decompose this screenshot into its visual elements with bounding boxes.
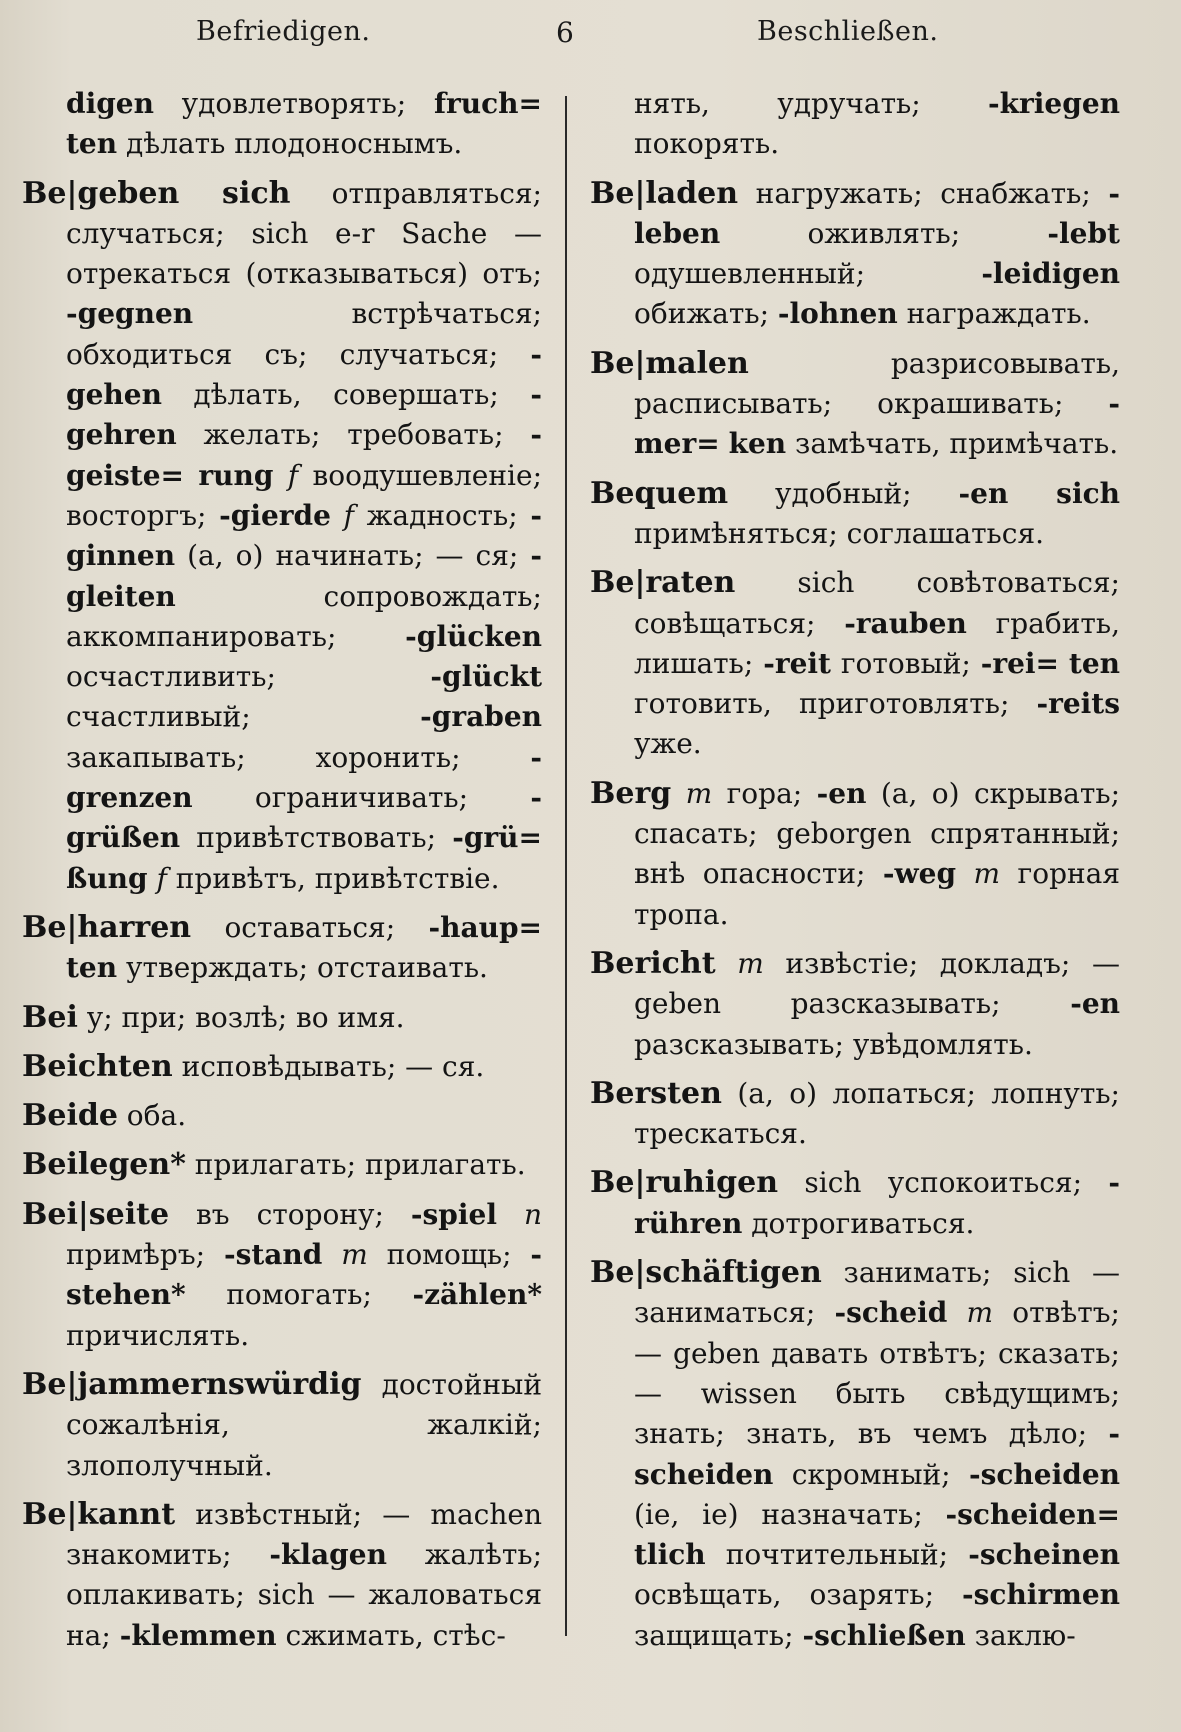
dictionary-entry [22,1145,542,1185]
russian-translation: помощь; [367,1238,531,1272]
entry-headword: Be|raten [590,565,736,601]
dictionary-entry [590,344,1120,465]
entry-headword: Bei|seite [22,1196,170,1232]
russian-translation: награждать. [897,297,1091,331]
german-subentry: fruch= [433,87,542,120]
russian-translation: оставаться; [191,910,429,944]
german-subentry: -stehen* [66,1238,543,1312]
german-subentry: -scheid [834,1296,948,1330]
entry-headword: Beichten [22,1048,173,1084]
dictionary-entry [22,1096,542,1136]
german-subentry: tlich [634,1538,706,1572]
german-subentry: -haup= [428,910,542,944]
german-subentry: -scheinen [968,1538,1120,1572]
german-subentry: -klagen [269,1538,387,1572]
russian-translation [956,857,973,890]
german-subentry: -lebt [1047,216,1120,250]
entry-headword: Be|malen [590,345,749,381]
german-subentry: -rei= [980,646,1060,680]
russian-translation: разрисовывать, расписывать; окрашивать; [634,346,1120,421]
russian-translation: занимать; sich — заниматься; [634,1256,1120,1330]
russian-translation: привѣтствовать; [180,821,453,855]
russian-translation: нагружать; снабжать; [738,176,1109,210]
dictionary-entry [590,944,1120,1065]
russian-translation: въ сторону; [169,1197,411,1231]
header-right-guideword: Beschließen. [757,16,939,47]
russian-translation: жалѣть; оплакивать; sich — жаловаться на; [66,1538,542,1652]
german-subentry: -schirmen [962,1578,1120,1612]
russian-translation: обижать; [634,297,778,331]
russian-translation [947,1296,966,1329]
dictionary-entry [590,1163,1120,1244]
entry-headword: Bequem [590,475,729,511]
russian-translation: освѣщать, озарять; [634,1578,963,1612]
grammatical-gender-marker: m [973,857,1001,891]
dictionary-entry [590,174,1120,335]
russian-translation [671,777,685,810]
russian-translation [1059,647,1069,680]
entry-headword: Berg [590,775,672,811]
german-subentry: -grüßen [66,781,542,855]
russian-translation: желать; требовать; [176,418,531,452]
dictionary-entry [22,174,542,899]
russian-translation: встрѣчаться; обходиться съ; случаться; [66,297,542,371]
entry-headword: Be|harren [22,909,192,945]
russian-translation: почтительный; [705,1538,969,1572]
entry-headword: Beide [22,1098,118,1134]
german-subentry: ten [66,951,118,985]
russian-translation [720,427,729,460]
russian-translation: защищать; [634,1618,803,1652]
entry-headword: Be|geben sich [22,175,291,211]
entry-headword: Be|laden [590,175,739,211]
grammatical-gender-marker: m [737,946,764,980]
german-subentry: -scheiden [634,1417,1120,1491]
column-divider [565,96,567,1636]
german-subentry: -leidigen [981,257,1120,291]
russian-translation: гора; [712,776,817,810]
german-subentry: -weg [882,857,957,891]
russian-translation: причислять. [66,1318,250,1352]
german-subentry: -reit [763,646,831,680]
entry-headword: Be|schäftigen [590,1255,822,1291]
russian-translation: привѣтъ, привѣтствiе. [166,861,500,895]
german-subentry: -scheiden [969,1457,1120,1491]
german-subentry: -rühren [634,1166,1120,1240]
russian-translation: горная тропа. [634,857,1121,931]
german-subentry: -stand [223,1238,323,1272]
russian-translation: примѣръ; [66,1238,224,1272]
russian-translation: закапывать; хоронить; [66,740,531,774]
german-subentry: -grenzen [66,740,542,815]
entry-headword: Bersten [590,1075,722,1111]
entry-headword: Be|ruhigen [590,1165,779,1201]
russian-translation: дотрогиваться. [742,1206,975,1240]
dictionary-entry [590,1253,1120,1656]
russian-translation: извѣстный; — machen знакомить; [66,1497,542,1572]
russian-translation: замѣчать, примѣчать. [786,427,1119,461]
dictionary-entry [590,84,1120,165]
german-subentry: -grü= [452,821,542,855]
german-subentry: -leben [634,176,1120,250]
german-subentry: -schließen [802,1618,966,1652]
german-subentry: -klemmen [119,1618,277,1652]
dictionary-entry [22,998,542,1038]
entry-headword: Bei [22,999,78,1035]
dictionary-entry [590,563,1120,764]
russian-translation: готовить, приготовлять; [634,687,1037,721]
german-subentry: ken [728,427,787,461]
russian-translation: одушевленный; [634,257,982,291]
russian-translation [184,459,198,492]
russian-translation: уже. [634,727,702,761]
russian-translation: скромный; [773,1457,969,1491]
russian-translation [497,1198,524,1231]
russian-translation: нять, удручать; [634,87,989,120]
russian-translation: разсказывать; увѣдомлять. [634,1027,1033,1061]
russian-translation: грабить, лишать; [634,606,1121,680]
german-subentry: -en sich [958,476,1120,510]
russian-translation: отправляться; случаться; sich e-r Sache — отрекаться (отказываться) отъ; [66,176,542,291]
russian-translation: отвѣтъ; — geben давать отвѣтъ; сказать; — wissen быть свѣдущимъ; знать; знать, въ чемъ дѣло; [634,1296,1120,1451]
russian-translation: счастливый; [66,700,421,734]
russian-translation: оживлять; [720,216,1048,250]
russian-translation: удобный; [728,476,959,510]
russian-translation: достойный сожалѣнiя, жалкiй; злополучный. [66,1367,542,1482]
dictionary-entry [590,474,1120,555]
grammatical-gender-marker: f [287,458,299,492]
russian-translation: дѣлать, совершать; [161,378,531,412]
russian-translation: у; при; возлѣ; во имя. [77,1000,405,1034]
dictionary-entry [22,1495,542,1656]
russian-translation: извѣстiе; докладъ; — geben разсказывать; [634,946,1120,1021]
german-subentry: -gleiten [66,539,542,613]
page-number: 6 [556,16,574,49]
header-left-guideword: Befriedigen. [196,16,371,47]
german-subentry: -zählen* [412,1278,542,1312]
running-header [0,8,1181,48]
russian-translation: sich успокоиться; [778,1166,1109,1200]
entry-headword: Be|kannt [22,1496,176,1532]
german-subentry: -rauben [844,606,967,640]
german-subentry: -scheiden= [945,1497,1120,1531]
russian-translation: заклю- [965,1618,1076,1652]
german-subentry: -reits [1036,687,1120,721]
dictionary-entry [590,774,1120,935]
german-subentry: -glückt [430,660,542,694]
russian-translation: (ie, ie) назначать; [634,1497,946,1531]
dictionary-entry [22,1047,542,1087]
german-subentry: -en [1070,987,1120,1021]
german-subentry: -mer= [634,387,1120,461]
entry-headword: Beilegen* [22,1147,186,1183]
russian-translation: сопровождать; аккомпанировать; [66,579,542,653]
german-subentry: -en [816,776,867,810]
german-subentry: -gierde [219,498,331,532]
grammatical-gender-marker: f [156,861,167,895]
german-subentry: -graben [420,700,542,734]
german-subentry: -lohnen [777,297,898,331]
german-subentry: -ginnen [66,498,542,573]
german-subentry: ten [66,127,118,161]
german-subentry: -geiste= [66,418,542,492]
russian-translation: готовый; [830,646,981,680]
german-subentry: digen [66,87,154,120]
russian-translation: (a, o) начинать; — ся; [175,539,531,573]
german-subentry: ten [1068,646,1120,680]
russian-translation: sich совѣтоваться; совѣщаться; [634,566,1120,640]
russian-translation [716,947,738,980]
russian-translation: осчастливить; [66,660,431,694]
grammatical-gender-marker: m [685,776,713,810]
russian-translation: помогать; [185,1278,413,1312]
grammatical-gender-marker: m [341,1238,368,1272]
grammatical-gender-marker: m [966,1296,994,1330]
dictionary-entry [22,1365,542,1486]
russian-translation: оба. [117,1099,187,1133]
german-subentry: ßung [66,861,148,895]
russian-translation: прилагать; прилагать. [185,1148,526,1182]
german-subentry: -gehren [66,378,542,452]
german-subentry: -spiel [410,1197,497,1231]
russian-translation: (a, o) скрывать; спасать; geborgen спрятанный; внѣ опасности; [634,776,1120,891]
dictionary-entry [22,84,542,165]
dictionary-entry [22,1195,542,1356]
russian-translation: (a, o) лопаться; лопнуть; трескаться. [634,1076,1120,1151]
russian-translation: покорять. [634,127,780,161]
german-subentry: -kriegen [988,87,1120,120]
russian-translation: дѣлать плодоноснымъ. [117,127,463,161]
entry-headword: Bericht [590,945,716,981]
russian-translation: исповѣдывать; — ся. [172,1049,485,1083]
entry-headword: Be|jammernswürdig [22,1366,362,1402]
russian-translation: жадность; [353,498,531,532]
grammatical-gender-marker: f [343,498,354,532]
german-subentry: -gehen [66,337,542,412]
russian-translation: ограничивать; [192,781,531,815]
russian-translation: удовлетворять; [153,87,434,120]
russian-translation: примѣняться; соглашаться. [634,516,1045,550]
left-column [22,84,542,1665]
russian-translation: сжимать, стѣс- [276,1618,506,1652]
german-subentry: -gegnen [66,297,194,331]
russian-translation: воодушевленiе; восторгъ; [66,458,542,532]
german-subentry: rung [198,458,274,492]
grammatical-gender-marker: n [523,1197,542,1231]
russian-translation [331,499,344,532]
russian-translation: утверждать; отстаивать. [117,951,488,985]
dictionary-entry [590,1074,1120,1155]
russian-translation [273,459,287,492]
russian-translation [322,1238,341,1271]
dictionary-entry [22,908,542,989]
german-subentry: -glücken [405,619,542,653]
right-column [590,84,1120,1665]
